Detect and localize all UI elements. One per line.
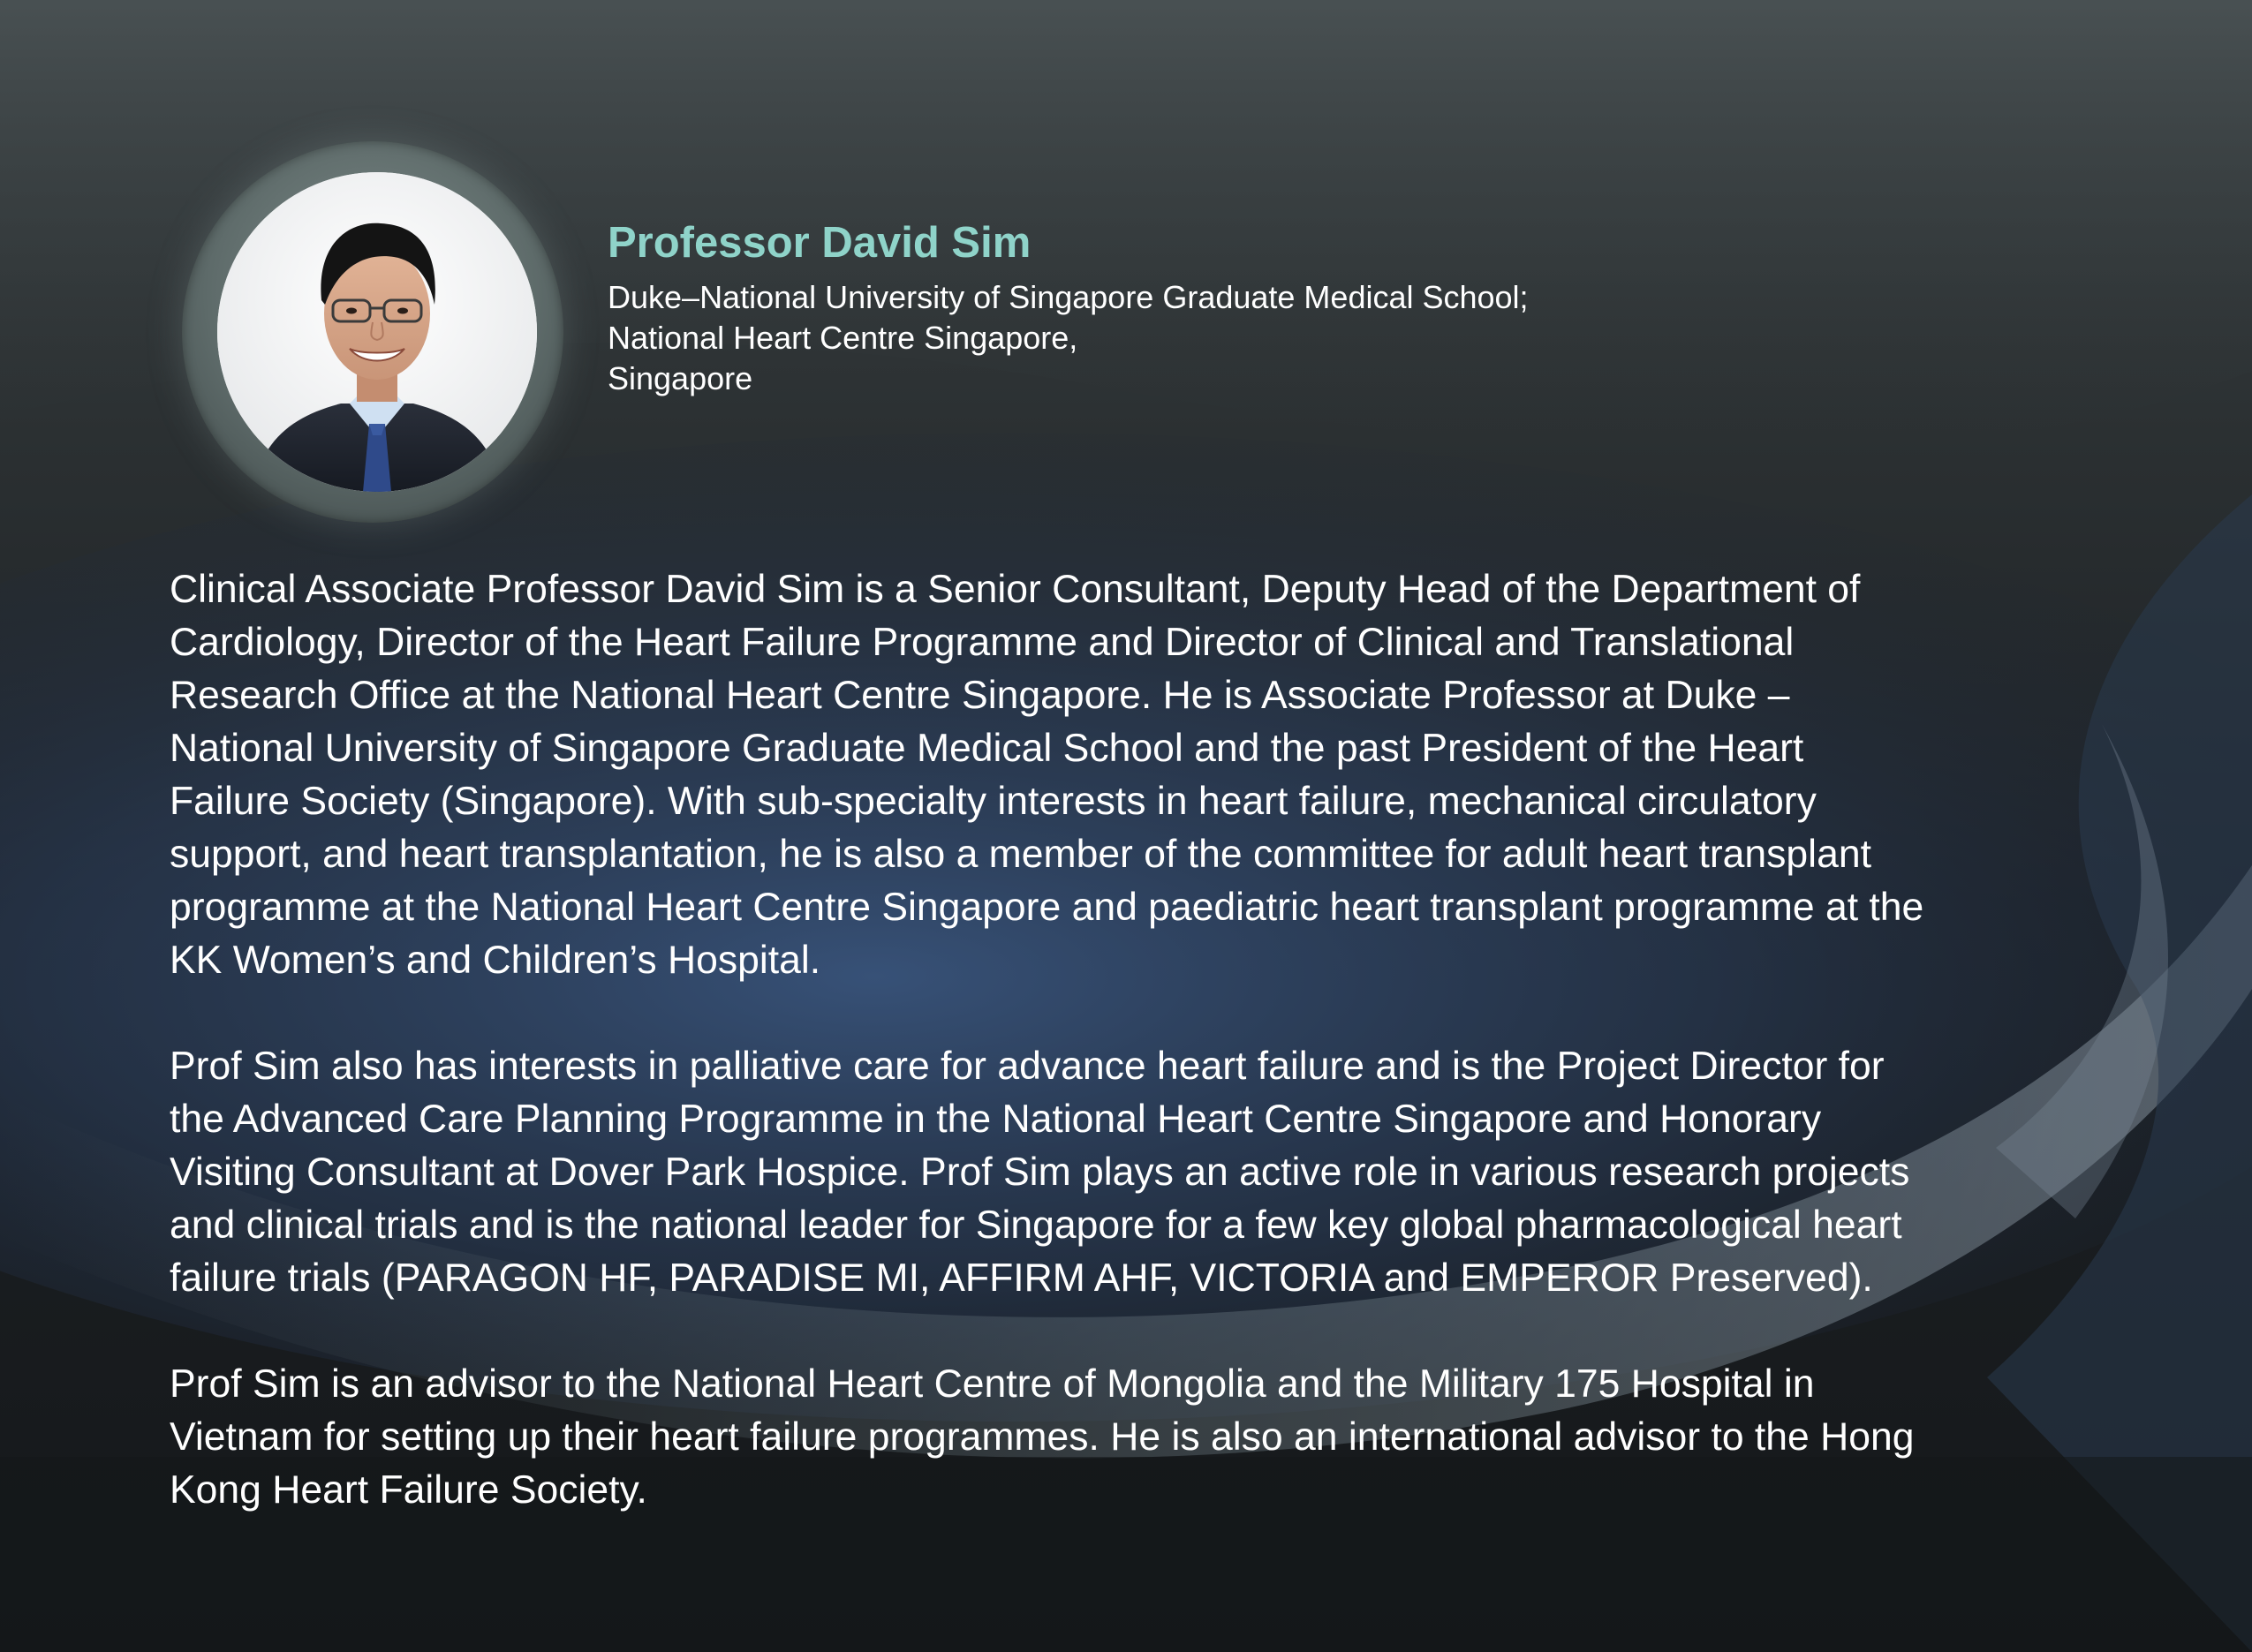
bio-line: National University of Singapore Graduate Medical School and the past President of the Heart <box>170 727 1804 770</box>
speaker-portrait <box>217 172 537 492</box>
bio-line: KK Women’s and Children’s Hospital. <box>170 939 821 982</box>
speaker-biography <box>170 563 2104 1570</box>
bio-line: Cardiology, Director of the Heart Failure Programme and Director of Clinical and Translational <box>170 621 1795 664</box>
bio-line: Prof Sim also has interests in palliative care for advance heart failure and is the Project Director for <box>170 1045 1885 1088</box>
bio-paragraph <box>170 1040 2104 1305</box>
affiliation-line: National Heart Centre Singapore, <box>608 320 1078 356</box>
bio-line: Failure Society (Singapore). With sub-specialty interests in heart failure, mechanical circulatory <box>170 780 1817 823</box>
bio-line: Vietnam for setting up their heart failure programmes. He is also an international advisor to the Hong <box>170 1415 1915 1459</box>
bio-line: support, and heart transplantation, he is also a member of the committee for adult heart transplant <box>170 833 1871 876</box>
bio-paragraph <box>170 1358 2104 1517</box>
bio-line: Clinical Associate Professor David Sim is a Senior Consultant, Deputy Head of the Department of <box>170 568 1861 611</box>
affiliation-line: Duke–National University of Singapore Graduate Medical School; <box>608 279 1529 315</box>
speaker-name: Professor David Sim <box>608 219 1032 267</box>
bio-line: programme at the National Heart Centre Singapore and paediatric heart transplant programme at the <box>170 886 1924 929</box>
bio-line: Prof Sim is an advisor to the National Heart Centre of Mongolia and the Military 175 Hospital in <box>170 1362 1815 1406</box>
bio-line: and clinical trials and is the national leader for Singapore for a few key global pharmacological heart <box>170 1203 1902 1247</box>
bio-paragraph <box>170 563 2104 987</box>
bio-line: failure trials (PARAGON HF, PARADISE MI, AFFIRM AHF, VICTORIA and EMPEROR Preserved). <box>170 1256 1873 1300</box>
speaker-affiliations <box>608 277 1844 399</box>
portrait-photo-icon <box>217 172 537 492</box>
bio-line: Research Office at the National Heart Centre Singapore. He is Associate Professor at Duke – <box>170 674 1790 717</box>
affiliation-line: Singapore <box>608 360 753 396</box>
bio-line: the Advanced Care Planning Programme in the National Heart Centre Singapore and Honorary <box>170 1098 1822 1141</box>
bio-line: Kong Heart Failure Society. <box>170 1468 647 1512</box>
bio-line: Visiting Consultant at Dover Park Hospice. Prof Sim plays an active role in various research projects <box>170 1150 1910 1194</box>
